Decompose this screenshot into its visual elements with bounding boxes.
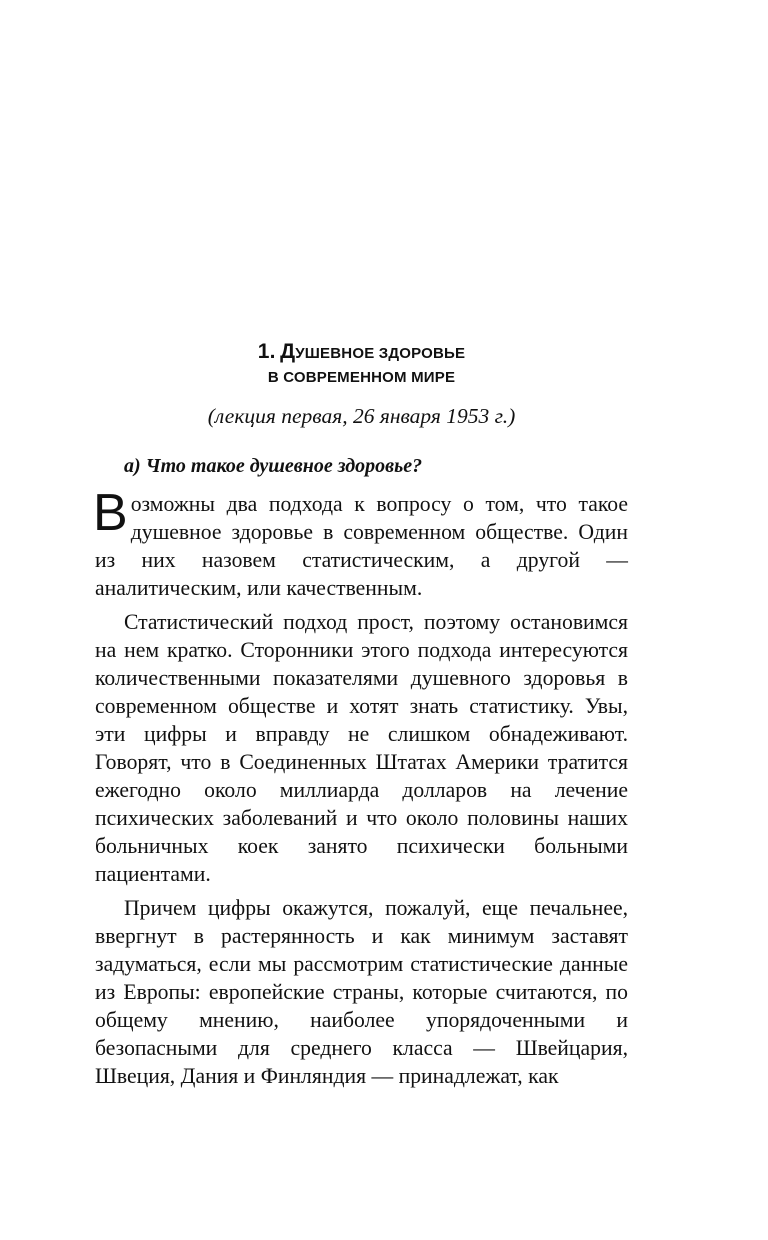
section-heading: а) Что такое душевное здоровье? bbox=[124, 455, 423, 477]
lecture-date-note: (лекция первая, 26 января 1953 г.) bbox=[207, 404, 516, 428]
chapter-title bbox=[95, 340, 628, 390]
drop-cap-letter: В bbox=[93, 484, 128, 542]
chapter-title-rest: УШЕВНОЕ ЗДОРОВЬЕ bbox=[295, 345, 466, 362]
paragraph-3: Причем цифры окажутся, пожалуй, еще печальнее, ввергнут в растерянность и как минимум заставят задуматься, если мы рассмотрим статистические данные из Европы: европейские страны, которые считаются, по общему мнению, наиболее упорядоченными и безопасными для среднего класса — Швейцария, Швеция, Дания и Финляндия — принадлежат, как bbox=[95, 896, 628, 1088]
body-text bbox=[93, 484, 628, 1090]
chapter-title-line-2: В СОВРЕМЕННОМ МИРЕ bbox=[267, 369, 456, 386]
book-page bbox=[95, 340, 628, 1090]
paragraph-1 bbox=[93, 484, 628, 602]
paragraph-1-text: озможны два подхода к вопросу о том, что такое душевное здоровье в современном обществе. Один из них назовем статистическим, а другой — аналитическим, или качественным. bbox=[95, 492, 628, 600]
chapter-title-line-1 bbox=[95, 340, 628, 366]
paragraph-2: Статистический подход прост, поэтому остановимся на нем кратко. Сторонники этого подхода интересуются количественными показателями душевного здоровья в современном обществе и хотят знать статистику. Увы, эти цифры и вправду не слишком обнадеживают. Говорят, что в Соединенных Штатах Америки тратится ежегодно около миллиарда долларов на лечение психических заболеваний и что около половины наших больничных коек занято психически больными пациентами. bbox=[95, 610, 628, 886]
chapter-number: 1. bbox=[257, 340, 276, 363]
chapter-title-initial: Д bbox=[280, 340, 296, 363]
